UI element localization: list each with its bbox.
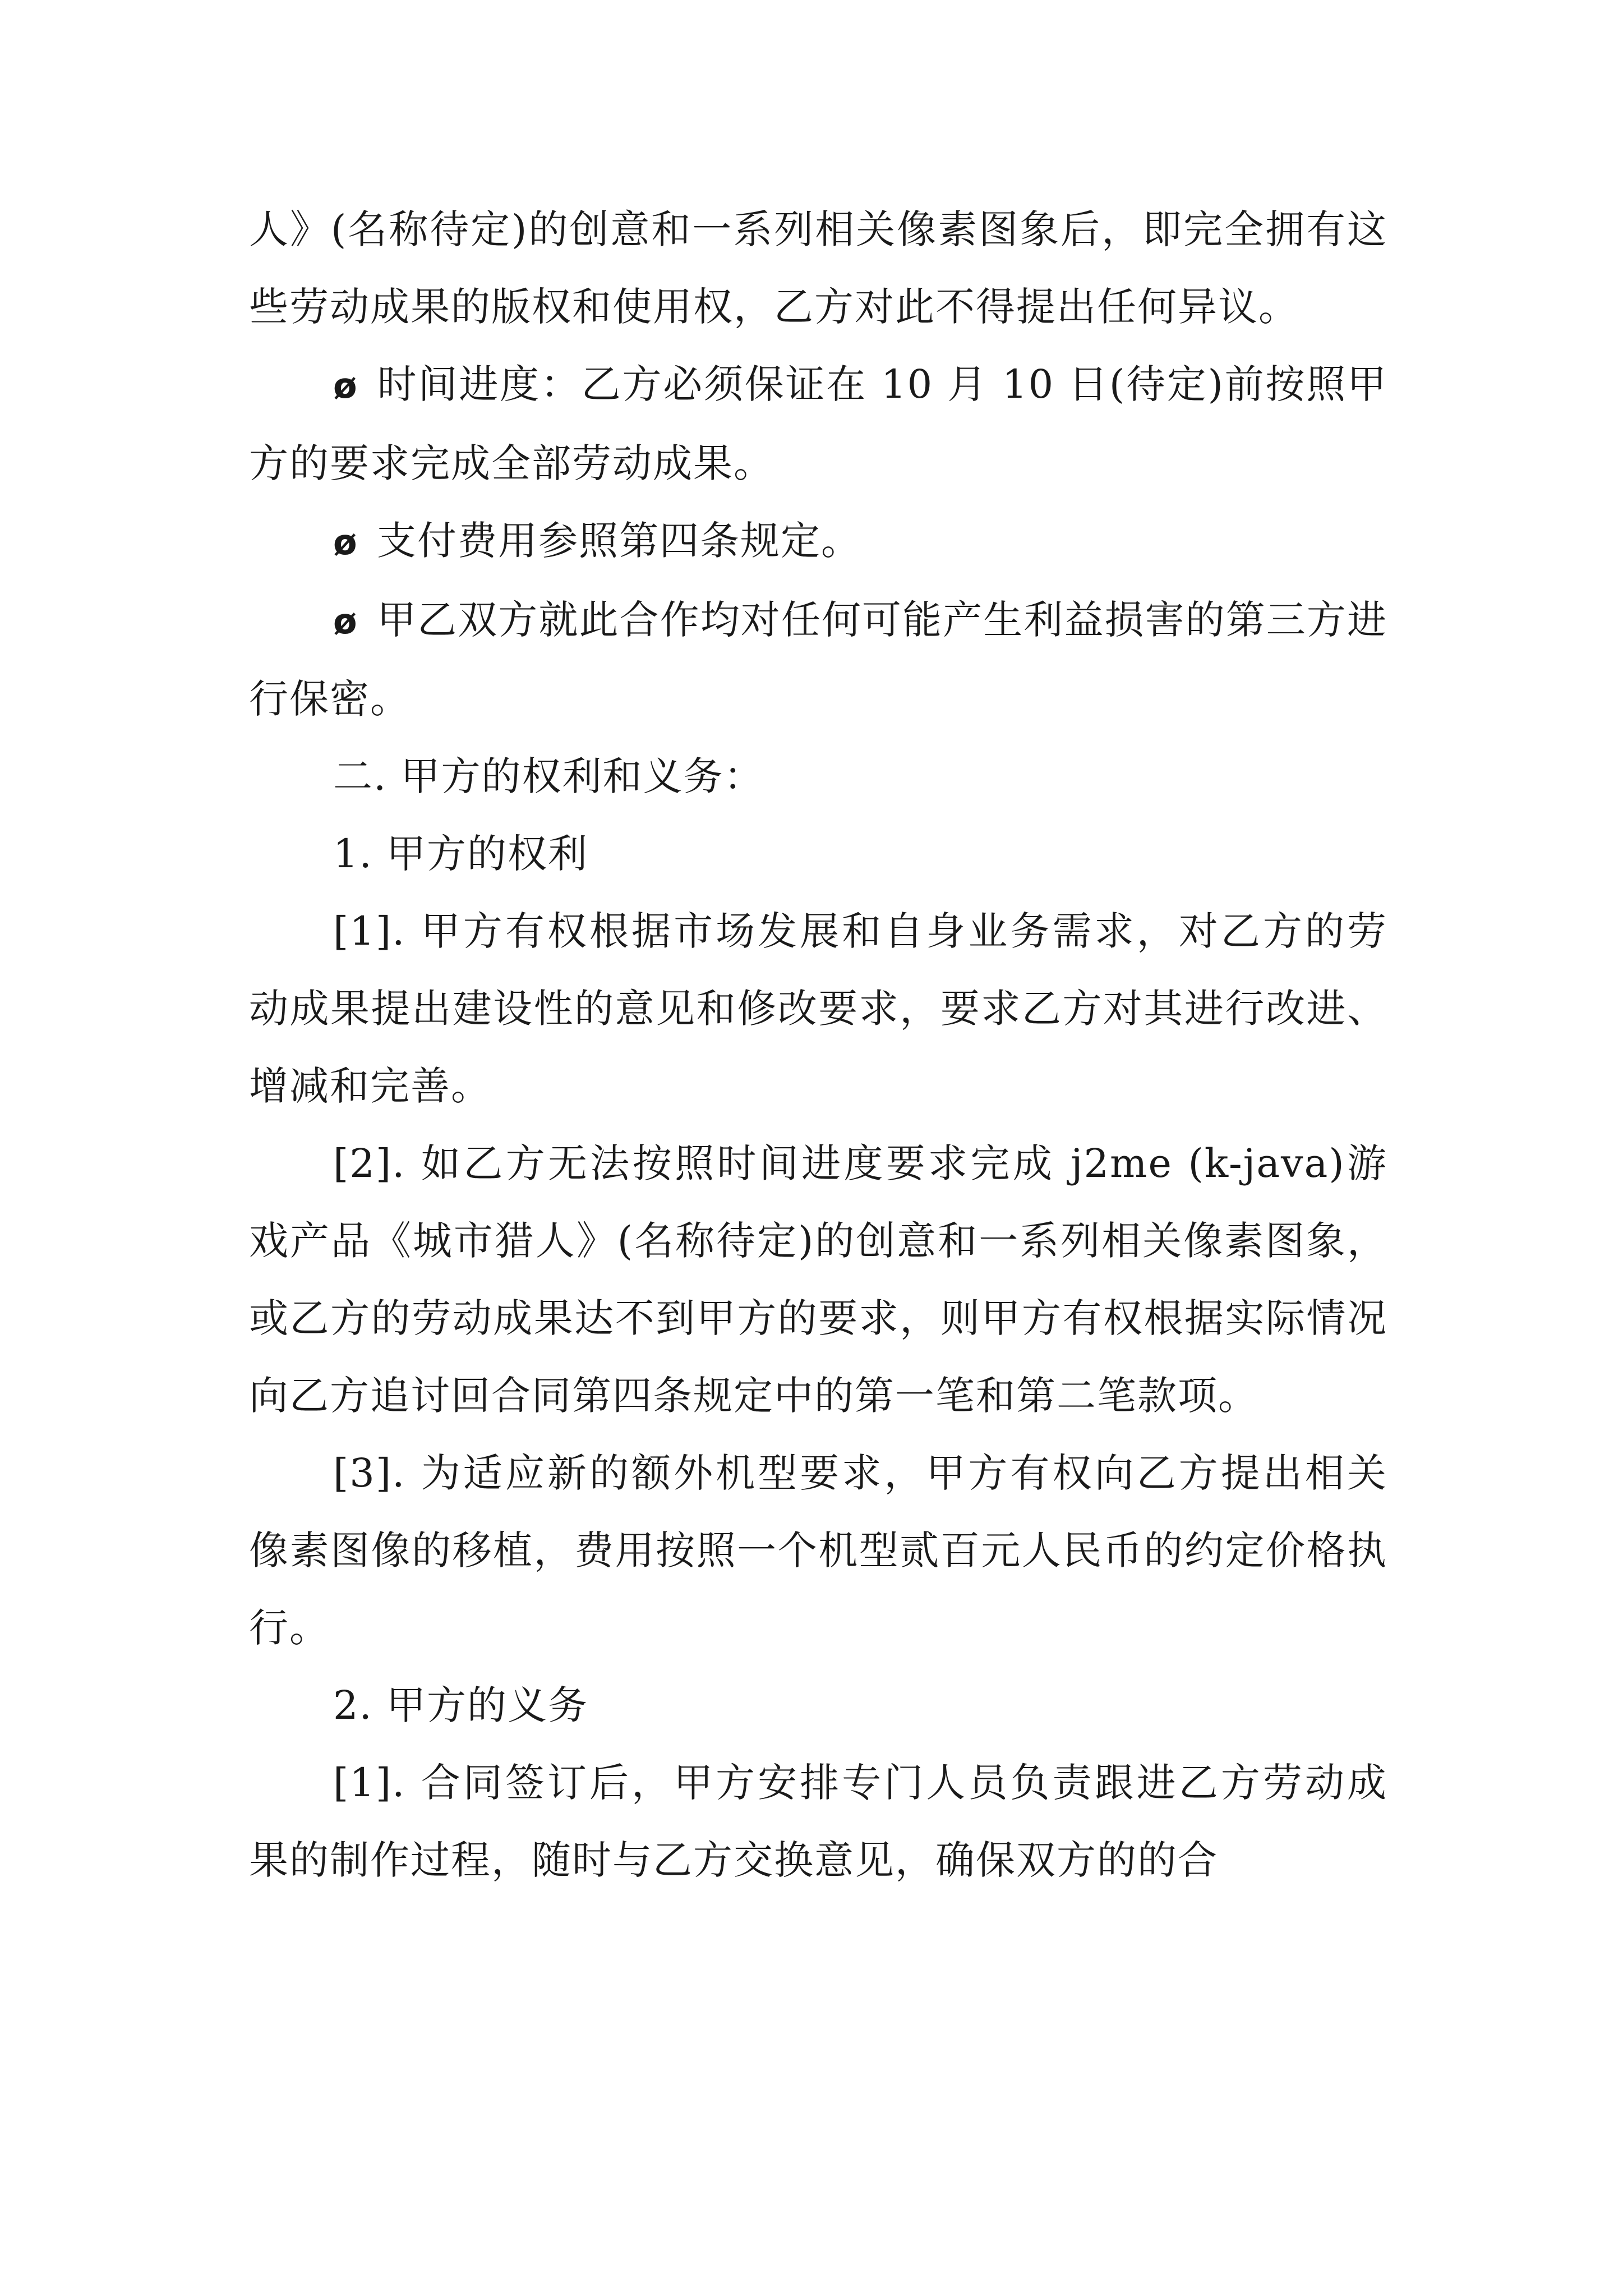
paragraph-text: 人》(名称待定)的创意和一系列相关像素图象后，即完全拥有这些劳动成果的版权和使用权，乙方对此不得提出任何异议。 bbox=[249, 206, 1387, 330]
paragraph-right-1 bbox=[249, 892, 1387, 1125]
paragraph-text: [3]. 为适应新的额外机型要求，甲方有权向乙方提出相关像素图像的移植，费用按照一个机型贰百元人民币的约定价格执行。 bbox=[249, 1450, 1387, 1651]
paragraph-text: 时间进度：乙方必须保证在 10 月 10 日(待定)前按照甲方的要求完成全部劳动成果。 bbox=[249, 361, 1387, 486]
paragraph-confidentiality-bullet bbox=[249, 581, 1387, 738]
paragraph-obligation-1 bbox=[249, 1744, 1387, 1899]
paragraph-right-2 bbox=[249, 1125, 1387, 1434]
paragraph-text: [1]. 合同签订后，甲方安排专门人员负责跟进乙方劳动成果的制作过程，随时与乙方交换意见，确保双方的的合 bbox=[249, 1760, 1387, 1883]
paragraph-payment-bullet bbox=[249, 502, 1387, 581]
subheading-party-a-obligations bbox=[249, 1667, 1387, 1744]
paragraph-text: 二. 甲方的权利和义务： bbox=[333, 753, 764, 799]
document-body bbox=[249, 191, 1387, 1899]
paragraph-text: [2]. 如乙方无法按照时间进度要求完成 j2me (k-java)游戏产品《城市猎人》(名称待定)的创意和一系列相关像素图象，或乙方的劳动成果达不到甲方的要求，则甲方有权根据实际情况向乙方追讨回合同第四条规定中的第一笔和第二笔款项。 bbox=[249, 1140, 1387, 1419]
bullet-icon: ø bbox=[333, 365, 358, 406]
subheading-party-a-rights bbox=[249, 815, 1387, 892]
paragraph-ownership-clause bbox=[249, 191, 1387, 346]
section-heading-party-a bbox=[249, 738, 1387, 815]
paragraph-text: [1]. 甲方有权根据市场发展和自身业务需求，对乙方的劳动成果提出建设性的意见和修改要求，要求乙方对其进行改进、增减和完善。 bbox=[249, 908, 1387, 1109]
bullet-icon: ø bbox=[333, 522, 358, 563]
paragraph-text: 甲乙双方就此合作均对任何可能产生利益损害的第三方进行保密。 bbox=[249, 597, 1387, 722]
paragraph-text: 支付费用参照第四条规定。 bbox=[377, 518, 861, 564]
paragraph-text: 1. 甲方的权利 bbox=[333, 831, 589, 877]
bullet-icon: ø bbox=[333, 601, 358, 642]
paragraph-text: 2. 甲方的义务 bbox=[333, 1682, 589, 1728]
paragraph-schedule-bullet bbox=[249, 346, 1387, 502]
paragraph-right-3 bbox=[249, 1434, 1387, 1667]
